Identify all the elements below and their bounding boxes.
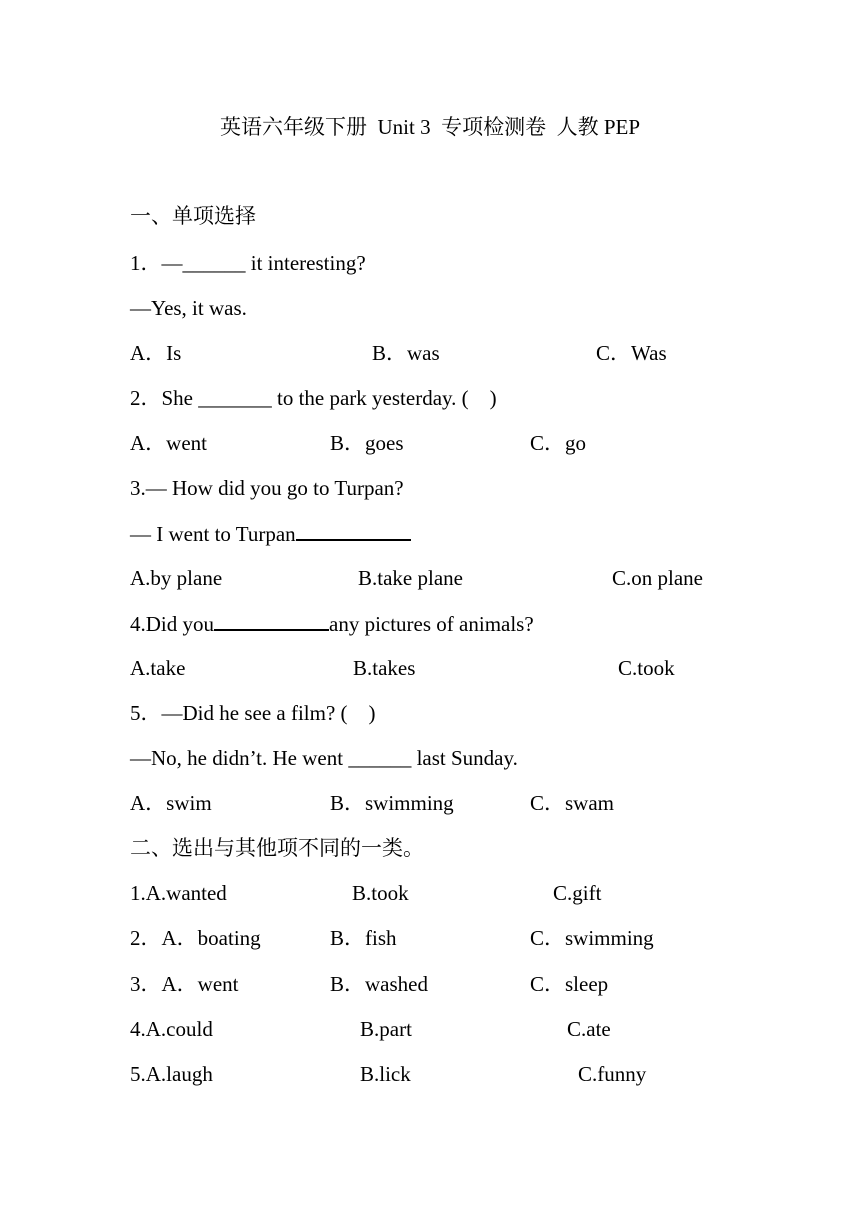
- odd-one-out-1-option-a: 1.A.wanted: [130, 881, 227, 905]
- question-1-stem: 1．—______ it interesting?: [130, 251, 366, 275]
- question-2-stem: 2．She _______ to the park yesterday. ( ): [130, 386, 497, 410]
- question-4-option-b: B.takes: [353, 656, 416, 680]
- question-2-option-a: A．went: [130, 431, 207, 455]
- question-3-stem: 3.— How did you go to Turpan?: [130, 476, 404, 500]
- question-2-option-c: C．go: [530, 431, 587, 455]
- question-4-stem: [130, 609, 534, 638]
- odd-one-out-3-option-c: C．sleep: [530, 972, 609, 996]
- odd-one-out-5-option-c: C.funny: [578, 1062, 647, 1086]
- question-3-option-a: A.by plane: [130, 566, 223, 590]
- question-3-reply-text: — I went to Turpan: [130, 522, 296, 546]
- page-title: 英语六年级下册 Unit 3 专项检测卷 人教 PEP: [219, 115, 641, 139]
- odd-one-out-5-option-a: 5.A.laugh: [130, 1062, 213, 1086]
- odd-one-out-5-option-b: B.lick: [360, 1062, 411, 1086]
- odd-one-out-1-option-b: B.took: [352, 881, 409, 905]
- question-5-option-c: C．swam: [530, 791, 614, 815]
- question-5-stem: 5．—Did he see a film? ( ): [130, 701, 376, 725]
- odd-one-out-4-option-c: C.ate: [567, 1017, 611, 1041]
- section-heading-single-choice: 一、单项选择: [130, 204, 256, 228]
- question-4-option-c: C.took: [618, 656, 675, 680]
- odd-one-out-4-option-a: 4.A.could: [130, 1017, 213, 1041]
- question-3-option-b: B.take plane: [358, 566, 463, 590]
- odd-one-out-3-option-a: 3．A．went: [130, 972, 239, 996]
- question-2-option-b: B．goes: [330, 431, 404, 455]
- question-1-option-c: C．Was: [596, 341, 667, 365]
- question-4-stem-suffix: any pictures of animals?: [329, 612, 534, 636]
- question-5-option-a: A．swim: [130, 791, 212, 815]
- question-5-reply: —No, he didn’t. He went ______ last Sunday.: [130, 746, 518, 770]
- question-1-option-a: A．Is: [130, 341, 182, 365]
- question-5-option-b: B．swimming: [330, 791, 454, 815]
- odd-one-out-1-option-c: C.gift: [553, 881, 602, 905]
- answer-blank: [296, 519, 411, 541]
- odd-one-out-2-option-a: 2．A．boating: [130, 926, 261, 950]
- question-3-option-c: C.on plane: [612, 566, 703, 590]
- answer-blank: [214, 609, 329, 631]
- odd-one-out-4-option-b: B.part: [360, 1017, 412, 1041]
- odd-one-out-3-option-b: B．washed: [330, 972, 428, 996]
- odd-one-out-2-option-c: C．swimming: [530, 926, 654, 950]
- question-4-stem-prefix: 4.Did you: [130, 612, 214, 636]
- question-1-reply: —Yes, it was.: [130, 296, 247, 320]
- question-1-option-b: B．was: [372, 341, 440, 365]
- question-4-option-a: A.take: [130, 656, 186, 680]
- question-3-reply: [130, 519, 411, 548]
- section-heading-odd-one-out: 二、选出与其他项不同的一类。: [130, 836, 424, 860]
- odd-one-out-2-option-b: B．fish: [330, 926, 397, 950]
